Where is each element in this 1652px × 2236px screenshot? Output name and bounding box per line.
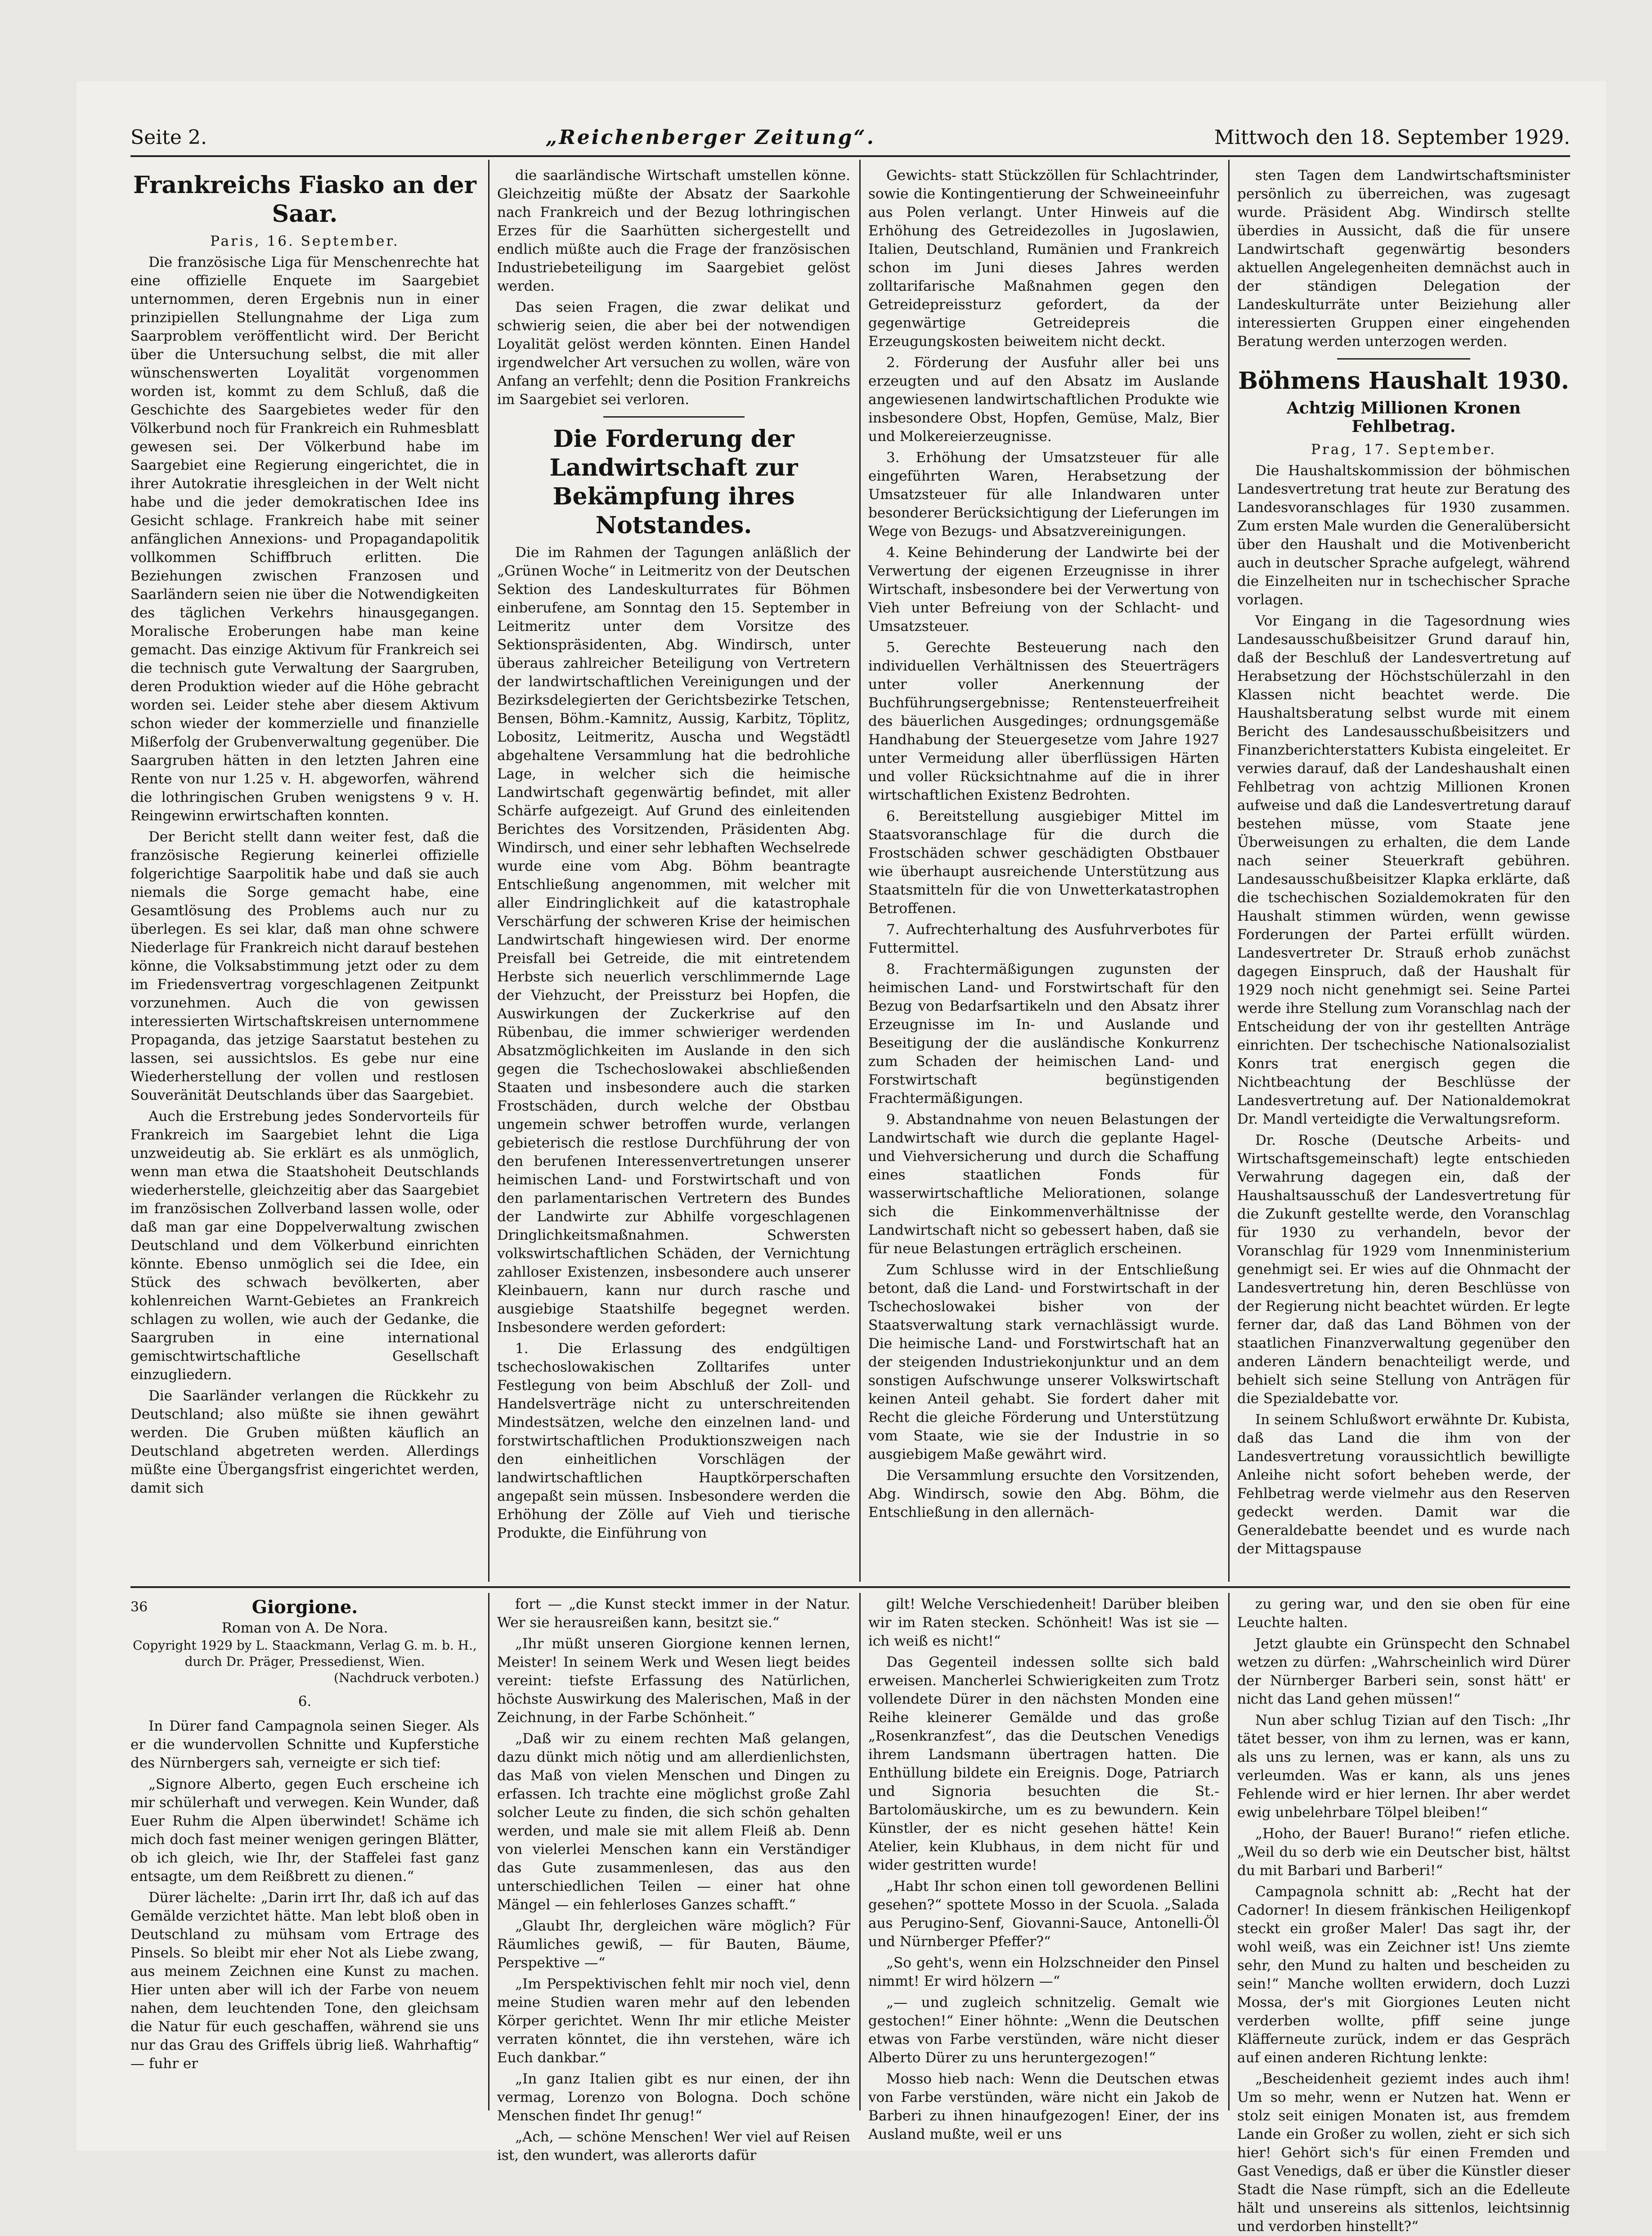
paragraph: 4. Keine Behinderung der Landwirte bei der Verwertung der eigenen Erzeugnisse in ihrer Wirtschaft, insbesondere bei der Verwertung von Vieh unter Befreiung von der Schlacht- und Umsatzsteuer. xyxy=(868,544,1219,634)
novel-column-3 xyxy=(868,1595,1219,2142)
paragraph: „Hoho, der Bauer! Burano!“ riefen etliche. „Weil du so derb wie ein Deutscher bist, hältst du mit Barbari und Barberi!“ xyxy=(1237,1826,1570,1879)
paragraph: Auch die Erstrebung jedes Sondervorteils für Frankreich im Saargebiet lehnt die Liga unzweideutig ab. Sie erklärt es als unmöglich, wenn man etwa die Staatshoheit Deutschlands wiederherstelle, gleichzeitig aber das Saargebiet im französischen Zollverband lassen wolle, oder daß man gar eine Doppelverwaltung zwischen Deutschland und dem Völkerbund einrichten könnte. Ebenso unmöglich sei die Idee, ein Stück des schwach bevölkerten, aber kohlenreichen Warnt-Gebietes an Frankreich schlagen zu wollen, wie auch der Gedanke, die Saargruben in eine international gemischtwirtschaftliche Gesellschaft einzugliedern. xyxy=(130,1108,479,1383)
dateline: Paris, 16. September. xyxy=(210,233,400,249)
paragraph: Nun aber schlug Tizian auf den Tisch: „Ihr tätet besser, von ihm zu lernen, was er kann, als uns zu lernen, was er kann, als uns zu verleumden. Was er kann, als uns jenes Fehlende wird er hier lernen. Ihr aber werdet ewig unbelehrbare Tölpel bleiben!“ xyxy=(1237,1712,1570,1821)
paragraph: „Im Perspektivischen fehlt mir noch viel, denn meine Studien waren mehr auf den lebenden Körper gerichtet. Wenn Ihr mir etliche Meister verraten könntet, die ihn verstehen, wäre ich Euch dankbar.“ xyxy=(497,1976,850,2066)
column-rule xyxy=(1228,1593,1230,2110)
paragraph: Die Haushaltskommission der böhmischen Landesvertretung trat heute zur Beratung des Landesvoranschlages für 1930 zusammen. Zum ersten Male wurden die Generalübersicht über den Haushalt und die Motivenbericht auch in deutscher Sprache aufgelegt, während die Einzelheiten nur in tschechischer Sprache vorlagen. xyxy=(1237,463,1570,608)
column-rule xyxy=(859,1593,861,2110)
paragraph: „So geht's, wenn ein Holzschneider den Pinsel nimmt! Er wird hölzern —“ xyxy=(868,1955,1219,1989)
paragraph: „Glaubt Ihr, dergleichen wäre möglich? Für Räumliches gewiß, — für Bauten, Bäume, Perspektive —“ xyxy=(497,1918,850,1971)
paragraph: 3. Erhöhung der Umsatzsteuer für alle eingeführten Waren, Herabsetzung der Umsatzsteuer für alle Inlandwaren unter besonderer Berücksichtigung der Lieferungen im Wege von Bezugs- und Absatzvereinigungen. xyxy=(868,450,1219,540)
paragraph: 7. Aufrechterhaltung des Ausfuhrverbotes für Futtermittel. xyxy=(868,922,1219,956)
paragraph: Das seien Fragen, die zwar delikat und schwierig seien, die aber bei der notwendigen Loyalität gelöst werden könnten. Einen Handel irgendwelcher Art versuchen zu wollen, wäre von Anfang an verfehlt; denn die Position Frankreichs im Saargebiet sei verloren. xyxy=(497,299,850,408)
page-number: Seite 2. xyxy=(130,126,207,149)
newspaper-title: „Reichenberger Zeitung“. xyxy=(545,126,875,149)
article-separator xyxy=(1337,358,1470,360)
paragraph: 8. Frachtermäßigungen zugunsten der heimischen Land- und Forstwirtschaft für den Bezug von Bedarfsartikeln und den Absatz ihrer Erzeugnisse im In- und Auslande und Beseitigung der die ausländische Konkurrenz zum Schaden der heimischen Land- und Forstwirtschaft begünstigenden Frachtermäßigungen. xyxy=(868,961,1219,1107)
header-rule xyxy=(130,155,1570,157)
paragraph: Campagnola schnitt ab: „Recht hat der Cadorner! In diesem fränkischen Heiligenkopf steckt ein großer Maler! Das sagt ihr, der wohl weiß, was ein Zeichner ist! Uns ziemte sehr, den Mund zu halten und bescheiden zu sein!“ Manche wollten erwidern, doch Luzzi Mossa, der's mit Giorgiones Leuten nicht verderben wollte, pfiff seine junge Kläfferneute zurück, indem er das Gespräch auf einen anderen Richtung lenkte: xyxy=(1237,1884,1570,2066)
novel-header xyxy=(130,1598,479,1711)
paragraph: In Dürer fand Campagnola seinen Sieger. Als er die wundervollen Schnitte und Kupferstiche des Nürnbergers sah, verneigte er sich tief: xyxy=(130,1718,479,1771)
article-subtitle: Achtzig Millionen Kronen Fehlbetrag. xyxy=(1286,399,1521,436)
novel-column-1 xyxy=(130,1595,479,2110)
article-title: Die Forderung der Landwirtschaft zur Bekämpfung ihres Notstandes. xyxy=(549,425,798,539)
article-column-3 xyxy=(868,166,1219,1579)
column-rule xyxy=(1228,160,1230,1582)
feuilleton-rule xyxy=(130,1586,1570,1588)
newspaper-page xyxy=(76,81,1606,2235)
copyright-note: Copyright 1929 by L. Staackmann, Verlag G. m. b. H., durch Dr. Präger, Pressedienst, Wien. xyxy=(133,1638,477,1669)
article-title: Frankreichs Fiasko an der Saar. xyxy=(133,171,476,228)
article-column-2 xyxy=(497,166,850,1579)
article-title: Böhmens Haushalt 1930. xyxy=(1238,367,1569,395)
reprint-note: (Nachdruck verboten.) xyxy=(334,1670,479,1685)
novel-column-2 xyxy=(497,1595,850,2164)
paragraph: gilt! Welche Verschiedenheit! Darüber bleiben wir im Raten stecken. Schönheit! Was ist sie — ich weiß es nicht!“ xyxy=(868,1596,1219,1649)
paragraph: 9. Abstandnahme von neuen Belastungen der Landwirtschaft wie durch die geplante Hagel- und Viehversicherung und durch die Schaffung eines staatlichen Fonds für wasserwirtschaftliche Meliorationen, solange sich die Einkommenverhältnisse der Landwirtschaft nicht so gebessert haben, daß sie für neue Belastungen erträglich erscheinen. xyxy=(868,1111,1219,1257)
paragraph: „Daß wir zu einem rechten Maß gelangen, dazu dünkt mich nötig und am allerdienlichsten, das Maß von vielen Menschen und Dingen zu erfassen. Ich trachte eine möglichst große Zahl solcher Leute zu finden, die sich schön gehalten werden, und male sie mit allem Fleiß ab. Denn von vielerlei Menschen kann ein Verständiger das Gute zusammenlesen, das aus den unterschiedlichen Teilen — einer hat ohne Mängel — ein fehlerloses Ganzes schafft.“ xyxy=(497,1731,850,1913)
paragraph: 2. Förderung der Ausfuhr aller bei uns erzeugten und auf den Absatz im Auslande angewiesenen landwirtschaftlichen Produkte wie insbesondere Obst, Hopfen, Gemüse, Malz, Bier und Molkereierzeugnisse. xyxy=(868,355,1219,445)
paragraph: die saarländische Wirtschaft umstellen könne. Gleichzeitig müßte der Absatz der Saarkohle nach Frankreich und der Bezug lothringischen Erzes für die Saarhütten sichergestellt und endlich müßte auch die Frage der französischen Industriebeteiligung im Saargebiet gelöst werden. xyxy=(497,167,850,294)
paragraph: „— und zugleich schnitzelig. Gemalt wie gestochen!“ Einer höhnte: „Wenn die Deutschen etwas von Farbe verstünden, wäre nicht dieser Alberto Dürer zu uns heruntergezogen!“ xyxy=(868,1994,1219,2066)
paragraph: In seinem Schlußwort erwähnte Dr. Kubista, daß das Land die ihm von der Landesvertretung voraussichtlich bewilligte Anleihe nicht sofort beheben werde, der Fehlbetrag werde vielmehr aus den Reserven gedeckt werden. Damit war die Generaldebatte beendet und es wurde nach der Mittagspause xyxy=(1237,1412,1570,1557)
paragraph: zu gering war, und den sie oben für eine Leuchte halten. xyxy=(1237,1596,1570,1631)
novel-author: Roman von A. De Nora. xyxy=(221,1620,388,1636)
paragraph: „Ach, — schöne Menschen! Wer viel auf Reisen ist, den wundert, was allerorts dafür xyxy=(497,2129,850,2164)
paragraph: 1. Die Erlassung des endgültigen tschechoslowakischen Zolltarifes unter Festlegung von beim Abschluß der Zoll- und Handelsverträge nicht zu unterschreitenden Mindestsätzen, welche den einzelnen land- und forstwirtschaftlichen Produktionszweigen nach den einheitlichen Vorschlägen der landwirtschaftlichen Hauptkörperschaften angepaßt sein müssen. Insbesondere werden die Erhöhung der Zölle auf Vieh und tierische Produkte, die Einführung von xyxy=(497,1341,850,1541)
paragraph: sten Tagen dem Landwirtschaftsminister persönlich zu überreichen, was zugesagt wurde. Präsident Abg. Windirsch stellte überdies in Aussicht, daß die für unsere Landwirtschaft gegenwärtig besonders aktuellen Angelegenheiten demnächst auch in der ständigen Delegation der Landeskulturräte unter Beiziehung aller interessierten Gruppen einer eingehenden Beratung werden unterzogen werden. xyxy=(1237,167,1570,350)
paragraph: Die Saarländer verlangen die Rückkehr zu Deutschland; also müßte sie ihnen gewährt werden. Die Gruben müßten käuflich an Deutschland abgetreten werden. Allerdings müßte eine Übergangsfrist eingerichtet werden, damit sich xyxy=(130,1388,479,1496)
paragraph: 6. Bereitstellung ausgiebiger Mittel im Staatsvoranschlage für die durch die Frostschäden schwer geschädigten Obstbauer wie überhaupt ausreichende Unterstützung aus Staatsmitteln für die von Unwetterkatastrophen Betroffenen. xyxy=(868,808,1219,917)
column-rule xyxy=(488,1593,489,2110)
paragraph: Jetzt glaubte ein Grünspecht den Schnabel wetzen zu dürfen: „Wahrscheinlich wird Dürer der Nürnberger Barberi sein, sonst hätt' er nicht das Land gehen müssen!“ xyxy=(1237,1636,1570,1707)
novel-column-4 xyxy=(1237,1595,1570,2235)
page-header xyxy=(130,121,1570,153)
paragraph: Das Gegenteil indessen sollte sich bald erweisen. Mancherlei Schwierigkeiten zum Trotz vollendete Dürer in den nächsten Monden eine Reihe kleinerer Gemälde und das große „Rosenkranzfest“, das die Deutschen Venedigs ihrem Landsmann übertragen hatten. Die Enthüllung bildete ein Ereignis. Doge, Patriarch und Signoria besuchten die St.-Bartolomäuskirche, um es zu bewundern. Kein Künstler, der es nicht gesehen hätte! Kein Atelier, kein Klubhaus, in dem nicht für und wider gestritten wurde! xyxy=(868,1654,1219,1873)
paragraph: Mosso hieb nach: Wenn die Deutschen etwas von Farbe verstünden, wäre nicht ein Jakob de Barberi zu ihnen hinaufgezogen! Einer, der ins Ausland mußte, weil er uns xyxy=(868,2071,1219,2142)
paragraph: Zum Schlusse wird in der Entschließung betont, daß die Land- und Forstwirtschaft in der Tschechoslowakei bisher von der Staatsverwaltung stark vernachlässigt wurde. Die heimische Land- und Forstwirtschaft hat an der steigenden Industriekonjunktur und an dem sonstigen Aufschwunge unserer Volkswirtschaft keinen Anteil gehabt. Sie fordert daher mit Recht die gleiche Förderung und Unterstützung vom Staate, wie sie der Industrie in so ausgiebigem Maße gewährt wird. xyxy=(868,1262,1219,1462)
article-saar xyxy=(130,166,479,1579)
dateline: Prag, 17. September. xyxy=(1311,441,1496,458)
paragraph: „Signore Alberto, gegen Euch erscheine ich mir schülerhaft und verwegen. Kein Wunder, daß Euer Ruhm die Alpen überwindet! Schäme ich mich doch fast meiner wenigen geringen Blätter, ob ich gleich, wie Ihr, der Staffelei fast ganz entsagte, um dem Reißbrett zu dienen.“ xyxy=(130,1776,479,1885)
article-column-4 xyxy=(1237,166,1570,1579)
chapter-number: 6. xyxy=(298,1693,312,1710)
column-rule xyxy=(488,160,489,1582)
paragraph: Vor Eingang in die Tagesordnung wies Landesausschußbeisitzer Grund darauf hin, daß der Beschluß der Landesvertretung auf Herabsetzung der Höchstschülerzahl in den Klassen nicht beachtet werde. Die Haushaltsberatung selbst wurde mit einem Bericht des Landesausschußbeisitzers und Finanzberichterstatters Kubista eingeleitet. Er verwies darauf, daß der Landeshaushalt einen Fehlbetrag von achtzig Millionen Kronen aufweise und daß die Landesvertretung darauf bestehen müsse, vom Staate jene Überweisungen zu erhalten, die dem Lande nach seiner Steuerkraft gebühren. Landesausschußbeisitzer Klapka erklärte, daß die tschechischen Sozialdemokraten für den Haushalt stimmen würden, wenn gewisse Forderungen der Partei erfüllt würden. Landesvertreter Dr. Strauß erhob zunächst dagegen Einspruch, daß der Haushalt für 1929 noch nicht genehmigt sei. Seine Partei werde ihre Stellung zum Voranschlag nach der Entscheidung der von ihr gestellten Anträge einrichten. Der tschechische Nationalsozialist Konrs trat energisch gegen die Nichtbeachtung der Beschlüsse der Landesvertretung auf. Der Nationaldemokrat Dr. Mandl verteidigte die Verwaltungsreform. xyxy=(1237,613,1570,1127)
article-separator xyxy=(603,416,745,418)
paragraph: Dürer lächelte: „Darin irrt Ihr, daß ich auf das Gemälde verzichtet hätte. Man lebt bloß oben in Deutschland zu mühsam vom Ertrage des Pinsels. So bleibt mir eher Not als Liebe zwang, aus meinem Zeichnen eine Kunst zu machen. Hier unten aber will ich der Farbe von neuem nahen, dem leuchtenden Tone, den gleichsam die Natur für euch geschaffen, während sie uns nur das Grau des Griffels übrig ließ. Wahrhaftig“ — fuhr er xyxy=(130,1890,479,2072)
paragraph: „Bescheidenheit geziemt indes auch ihm! Um so mehr, wenn er Nutzen hat. Wenn er stolz seit einigen Monaten ist, aus fremdem Lande ein Großer zu wollen, zieht er sich sich hier! Gehört sich's für einen Fremden und Gast Venedigs, daß er über die Künstler dieser Stadt die Nase rümpft, sich an die Edelleute hält und unsereins als sittenlos, leichtsinnig und verdorben hinstellt?“ xyxy=(1237,2071,1570,2235)
paragraph: Die französische Liga für Menschenrechte hat eine offizielle Enquete im Saargebiet unternommen, deren Ergebnis nun in einer prinzipiellen Stellungnahme der Liga zum Saarproblem veröffentlicht wird. Der Bericht über die Untersuchung selbst, die mit aller wünschenswerten Loyalität vorgenommen worden ist, kommt zu dem Schluß, daß die Geschichte des Saargebietes weder für den Völkerbund noch für Frankreich ein Ruhmesblatt gewesen sei. Der Völkerbund habe im Saargebiet eine Regierung eingerichtet, die in ihrer Autokratie ihresgleichen in der Welt nicht habe und die jeder demokratischen Idee ins Gesicht schlage. Frankreich habe mit seiner anfänglichen Annexions- und Propagandapolitik vollkommen Schiffbruch erlitten. Die Beziehungen zwischen Franzosen und Saarländern seien nie über die Notwendigkeiten des täglichen Verkehrs hinausgegangen. Moralische Eroberungen habe man keine gemacht. Das einzige Aktivum für Frankreich sei die technisch gute Verwaltung der Saargruben, deren Produktion wieder auf die Höhe gebracht worden sei. Leider stehe aber diesem Aktivum schon wieder der kommerzielle und finanzielle Mißerfolg der Grubenverwaltung gegenüber. Die Saargruben hätten in den letzten Jahren eine Rente von nur 1.25 v. H. abgeworfen, während die lothringischen Gruben wenigstens 9 v. H. Reingewinn erwirtschaften konnten. xyxy=(130,254,479,824)
paragraph: 5. Gerechte Besteuerung nach den individuellen Verhältnissen des Steuerträgers unter voller Anerkennung der Buchführungsergebnisse; Rentensteuerfreiheit des bäuerlichen Ausgedinges; ordnungsgemäße Handhabung der Steuergesetze vom Jahre 1927 unter Vermeidung aller überflüssigen Härten und voller Rücksichtnahme auf die in ihrer wirtschaftlichen Existenz Bedrohten. xyxy=(868,639,1219,803)
paragraph: fort — „die Kunst steckt immer in der Natur. Wer sie herausreißen kann, besitzt sie.“ xyxy=(497,1596,850,1631)
paragraph: Gewichts- statt Stückzöllen für Schlachtrinder, sowie die Kontingentierung der Schweineeinfuhr aus Polen verlangt. Unter Hinweis auf die Erhöhung des Getreidezolles in Jugoslawien, Italien, Deutschland, Rumänien und Frankreich schon im Juni dieses Jahres werden zolltarifarische Maßnahmen gegen den Getreidepreissturz gefordert, da der gegenwärtige Getreidepreis die Erzeugungskosten beiweitem nicht deckt. xyxy=(868,167,1219,350)
paragraph: Die im Rahmen der Tagungen anläßlich der „Grünen Woche“ in Leitmeritz von der Deutschen Sektion des Landeskulturrates für Böhmen einberufene, am Sonntag den 15. September in Leitmeritz unter dem Vorsitze des Sektionspräsidenten, Abg. Windirsch, unter überaus zahlreicher Beteiligung von Vertretern der landwirtschaftlichen Vereinigungen und der Bezirksdelegierten der Gerichtsbezirke Tetschen, Bensen, Böhm.-Kamnitz, Aussig, Karbitz, Töplitz, Lobositz, Leitmeritz, Auscha und Wegstädtl abgehaltene Versammlung hat die bedrohliche Lage, in welcher sich die heimische Landwirtschaft gegenwärtig befindet, mit aller Schärfe aufgezeigt. Auf Grund des einleitenden Berichtes des Vorsitzenden, Präsidenten Abg. Windirsch, und einer sehr lebhaften Wechselrede wurde eine vom Abg. Böhm beantragte Entschließung angenommen, mit welcher mit aller Eindringlichkeit auf die katastrophale Verschärfung der schweren Krise der heimischen Landwirtschaft hingewiesen wird. Der enorme Preisfall bei Getreide, die mit eintretendem Herbste sich neuerlich verschlimmernde Lage der Viehzucht, der Preissturz bei Hopfen, die Auswirkungen der Zuckerkrise auf den Rübenbau, die immer schwieriger werdenden Absatzmöglichkeiten im Auslande in den sich gegen die Tschechoslowakei abschließenden Staaten und insbesondere auch die starken Frostschäden, durch welche der Obstbau ungemein schwer betroffen wurde, verlangen gebieterisch die restlose Durchführung der von den berufenen Interessenvertretungen unserer heimischen Land- und Forstwirtschaft und von den parlamentarischen Vertretern des Bundes der Landwirte zur Abhilfe vorgeschlagenen Dringlichkeitsmaßnahmen. Schwersten volkswirtschaftlichen Schäden, der Vernichtung zahlloser Existenzen, insbesondere auch unserer Kleinbauern, kann nur durch rasche und ausgiebige Staatshilfe begegnet werden. Insbesondere werden gefordert: xyxy=(497,544,850,1336)
paragraph: „Habt Ihr schon einen toll gewordenen Bellini gesehen?“ spottete Mosso in der Scuola. „Salada aus Perugino-Senf, Giovanni-Sauce, Antonelli-Öl und Nürnberger Pfeffer?“ xyxy=(868,1878,1219,1950)
paragraph: Dr. Rosche (Deutsche Arbeits- und Wirtschaftsgemeinschaft) legte entschieden Verwahrung dagegen ein, daß der Haushaltsausschuß der Landesvertretung für die Zukunft gestellte werde, den Voranschlag für 1930 zu verhandeln, bevor der Voranschlag für 1929 vom Innenministerium genehmigt sei. Er wies auf die Ohnmacht der Landesvertretung hin, deren Beschlüsse von der Regierung nicht beachtet würden. Er legte ferner dar, daß das Land Böhmen von der staatlichen Finanzverwaltung gegenüber den anderen Ländern benachteiligt werde, und behielt sich seine Stellung von Anträgen für die Spezialdebatte vor. xyxy=(1237,1132,1570,1407)
novel-title: Giorgione. xyxy=(251,1597,358,1618)
paragraph: „Ihr müßt unseren Giorgione kennen lernen, Meister! In seinem Werk und Wesen liegt beides vereint: tiefste Erfassung des Natürlichen, höchste Auswirkung des Malerischen, Maß in der Zeichnung, in der Farbe Schönheit.“ xyxy=(497,1636,850,1726)
paragraph: „In ganz Italien gibt es nur einen, der ihn vermag, Lorenzo von Bologna. Doch schöne Menschen findet Ihr genug!“ xyxy=(497,2071,850,2124)
paragraph: Der Bericht stellt dann weiter fest, daß die französische Regierung keinerlei offizielle folgerichtige Saarpolitik habe und daß sie auch niemals die Sorge gemacht habe, eine Gesamtlösung des Problems auch nur zu überlegen. Es sei klar, daß man ohne schwere Niederlage für Frankreich nicht darauf bestehen könne, die Volksabstimmung jetzt oder zu dem im Friedensvertrag vorgeschlagenen Zeitpunkt vorzunehmen. Auch die von gewissen interessierten Wirtschaftskreisen unternommene Propaganda, das jetzige Saarstatut bestehen zu lassen, sei aussichtslos. Es gebe nur eine Wiederherstellung der vollen und restlosen Souveränität Deutschlands über das Saargebiet. xyxy=(130,829,479,1103)
issue-date: Mittwoch den 18. September 1929. xyxy=(1214,126,1570,149)
column-rule xyxy=(859,160,861,1582)
paragraph: Die Versammlung ersuchte den Vorsitzenden, Abg. Windirsch, sowie den Abg. Böhm, die Entschließung in den allernäch- xyxy=(868,1467,1219,1521)
installment-number: 36 xyxy=(130,1599,148,1615)
